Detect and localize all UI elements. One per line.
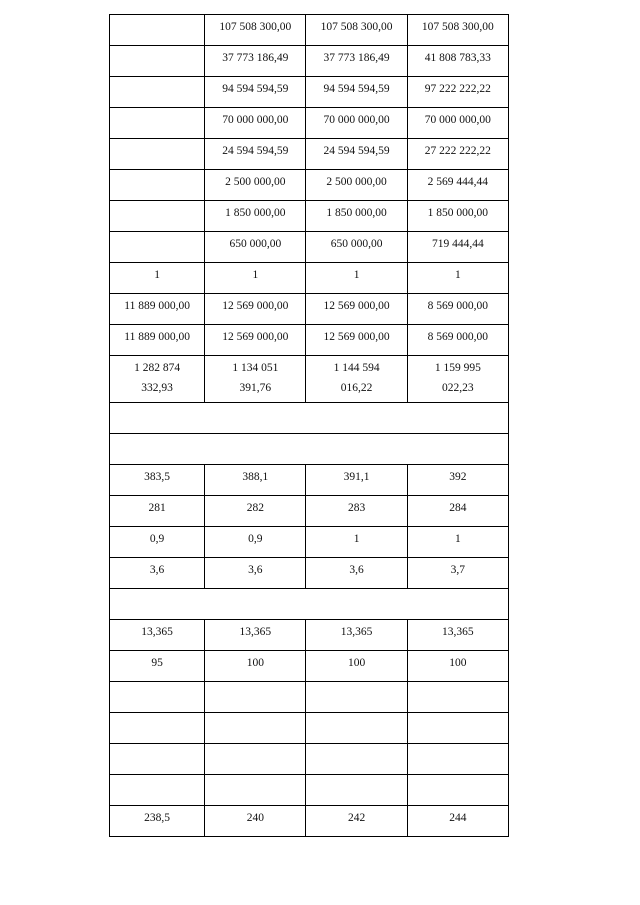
table-cell: 94 594 594,59 bbox=[306, 77, 407, 108]
table-cell: 238,5 bbox=[110, 806, 205, 837]
table-cell: 24 594 594,59 bbox=[306, 139, 407, 170]
table-cell: 0,9 bbox=[110, 527, 205, 558]
table-cell: 100 bbox=[306, 651, 407, 682]
table-row bbox=[110, 325, 509, 356]
table-cell: 283 bbox=[306, 496, 407, 527]
table-cell: 240 bbox=[205, 806, 306, 837]
table-row bbox=[110, 15, 509, 46]
table-cell bbox=[205, 713, 306, 744]
table-row bbox=[110, 744, 509, 775]
table-cell bbox=[407, 775, 508, 806]
table-row bbox=[110, 263, 509, 294]
table-cell: 1 144 594 016,22 bbox=[306, 356, 407, 403]
table-cell: 12 569 000,00 bbox=[306, 294, 407, 325]
table-cell: 1 850 000,00 bbox=[306, 201, 407, 232]
table-cell: 94 594 594,59 bbox=[205, 77, 306, 108]
table-cell: 27 222 222,22 bbox=[407, 139, 508, 170]
table-cell bbox=[407, 682, 508, 713]
table-row bbox=[110, 558, 509, 589]
table-cell: 1 bbox=[407, 527, 508, 558]
table-cell: 1 159 995 022,23 bbox=[407, 356, 508, 403]
table-cell: 1 850 000,00 bbox=[407, 201, 508, 232]
table-row bbox=[110, 403, 509, 434]
table-cell: 11 889 000,00 bbox=[110, 294, 205, 325]
table-row bbox=[110, 589, 509, 620]
table-cell: 281 bbox=[110, 496, 205, 527]
table-cell bbox=[205, 775, 306, 806]
table-row bbox=[110, 108, 509, 139]
table-cell: 244 bbox=[407, 806, 508, 837]
table-cell bbox=[110, 744, 205, 775]
data-table bbox=[109, 14, 509, 837]
table-row bbox=[110, 682, 509, 713]
table-cell: 3,6 bbox=[205, 558, 306, 589]
table-row bbox=[110, 77, 509, 108]
table-cell: 650 000,00 bbox=[306, 232, 407, 263]
table-cell bbox=[110, 682, 205, 713]
table-row bbox=[110, 496, 509, 527]
table-cell: 70 000 000,00 bbox=[205, 108, 306, 139]
table-cell bbox=[110, 77, 205, 108]
table-row bbox=[110, 294, 509, 325]
table-cell: 1 134 051 391,76 bbox=[205, 356, 306, 403]
table-cell: 37 773 186,49 bbox=[205, 46, 306, 77]
table-cell bbox=[110, 46, 205, 77]
table-cell: 383,5 bbox=[110, 465, 205, 496]
table-cell: 11 889 000,00 bbox=[110, 325, 205, 356]
table-section-row bbox=[110, 434, 509, 465]
table-cell bbox=[306, 713, 407, 744]
table-cell: 2 500 000,00 bbox=[306, 170, 407, 201]
table-cell: 107 508 300,00 bbox=[407, 15, 508, 46]
table-cell bbox=[205, 682, 306, 713]
table-section-row bbox=[110, 589, 509, 620]
table-cell bbox=[110, 170, 205, 201]
table-cell: 12 569 000,00 bbox=[306, 325, 407, 356]
table-cell: 13,365 bbox=[407, 620, 508, 651]
table-cell: 70 000 000,00 bbox=[407, 108, 508, 139]
table-cell: 1 bbox=[205, 263, 306, 294]
table-cell: 37 773 186,49 bbox=[306, 46, 407, 77]
table-cell: 1 bbox=[306, 527, 407, 558]
table-cell bbox=[110, 775, 205, 806]
table-row bbox=[110, 170, 509, 201]
table-row bbox=[110, 527, 509, 558]
table-cell: 3,6 bbox=[306, 558, 407, 589]
table-cell: 392 bbox=[407, 465, 508, 496]
table-row bbox=[110, 465, 509, 496]
table-row bbox=[110, 201, 509, 232]
table-cell: 107 508 300,00 bbox=[306, 15, 407, 46]
table-section-row bbox=[110, 403, 509, 434]
table-cell: 282 bbox=[205, 496, 306, 527]
table-row bbox=[110, 434, 509, 465]
table-cell bbox=[110, 713, 205, 744]
table-cell bbox=[306, 744, 407, 775]
table-row bbox=[110, 232, 509, 263]
table-cell: 1 bbox=[306, 263, 407, 294]
table-cell: 12 569 000,00 bbox=[205, 294, 306, 325]
table-cell bbox=[205, 744, 306, 775]
table-cell bbox=[110, 108, 205, 139]
table-cell: 242 bbox=[306, 806, 407, 837]
table-cell: 719 444,44 bbox=[407, 232, 508, 263]
table-cell: 8 569 000,00 bbox=[407, 325, 508, 356]
table-cell: 13,365 bbox=[205, 620, 306, 651]
table-cell: 3,6 bbox=[110, 558, 205, 589]
table-cell: 100 bbox=[205, 651, 306, 682]
table-cell: 1 bbox=[407, 263, 508, 294]
table-cell: 24 594 594,59 bbox=[205, 139, 306, 170]
table-row bbox=[110, 356, 509, 403]
table-cell bbox=[110, 15, 205, 46]
table-cell: 13,365 bbox=[110, 620, 205, 651]
table-row bbox=[110, 46, 509, 77]
table-cell bbox=[407, 744, 508, 775]
table-cell: 100 bbox=[407, 651, 508, 682]
table-cell: 2 500 000,00 bbox=[205, 170, 306, 201]
table-cell bbox=[110, 232, 205, 263]
table-row bbox=[110, 139, 509, 170]
table-cell bbox=[110, 139, 205, 170]
table-row bbox=[110, 651, 509, 682]
table-cell: 97 222 222,22 bbox=[407, 77, 508, 108]
table-cell bbox=[407, 713, 508, 744]
table-cell: 1 bbox=[110, 263, 205, 294]
table-cell: 13,365 bbox=[306, 620, 407, 651]
table-row bbox=[110, 806, 509, 837]
table-cell bbox=[110, 201, 205, 232]
table-cell: 388,1 bbox=[205, 465, 306, 496]
table-cell: 8 569 000,00 bbox=[407, 294, 508, 325]
table-cell: 650 000,00 bbox=[205, 232, 306, 263]
table-cell: 284 bbox=[407, 496, 508, 527]
table-cell: 2 569 444,44 bbox=[407, 170, 508, 201]
table-cell: 1 850 000,00 bbox=[205, 201, 306, 232]
table-row bbox=[110, 713, 509, 744]
table-row bbox=[110, 620, 509, 651]
table-cell: 70 000 000,00 bbox=[306, 108, 407, 139]
table-cell: 41 808 783,33 bbox=[407, 46, 508, 77]
table-cell: 1 282 874 332,93 bbox=[110, 356, 205, 403]
table-cell: 3,7 bbox=[407, 558, 508, 589]
table-cell: 95 bbox=[110, 651, 205, 682]
table-cell bbox=[306, 775, 407, 806]
table-cell bbox=[306, 682, 407, 713]
table-row bbox=[110, 775, 509, 806]
table-cell: 391,1 bbox=[306, 465, 407, 496]
table-cell: 0,9 bbox=[205, 527, 306, 558]
table-cell: 12 569 000,00 bbox=[205, 325, 306, 356]
table-cell: 107 508 300,00 bbox=[205, 15, 306, 46]
